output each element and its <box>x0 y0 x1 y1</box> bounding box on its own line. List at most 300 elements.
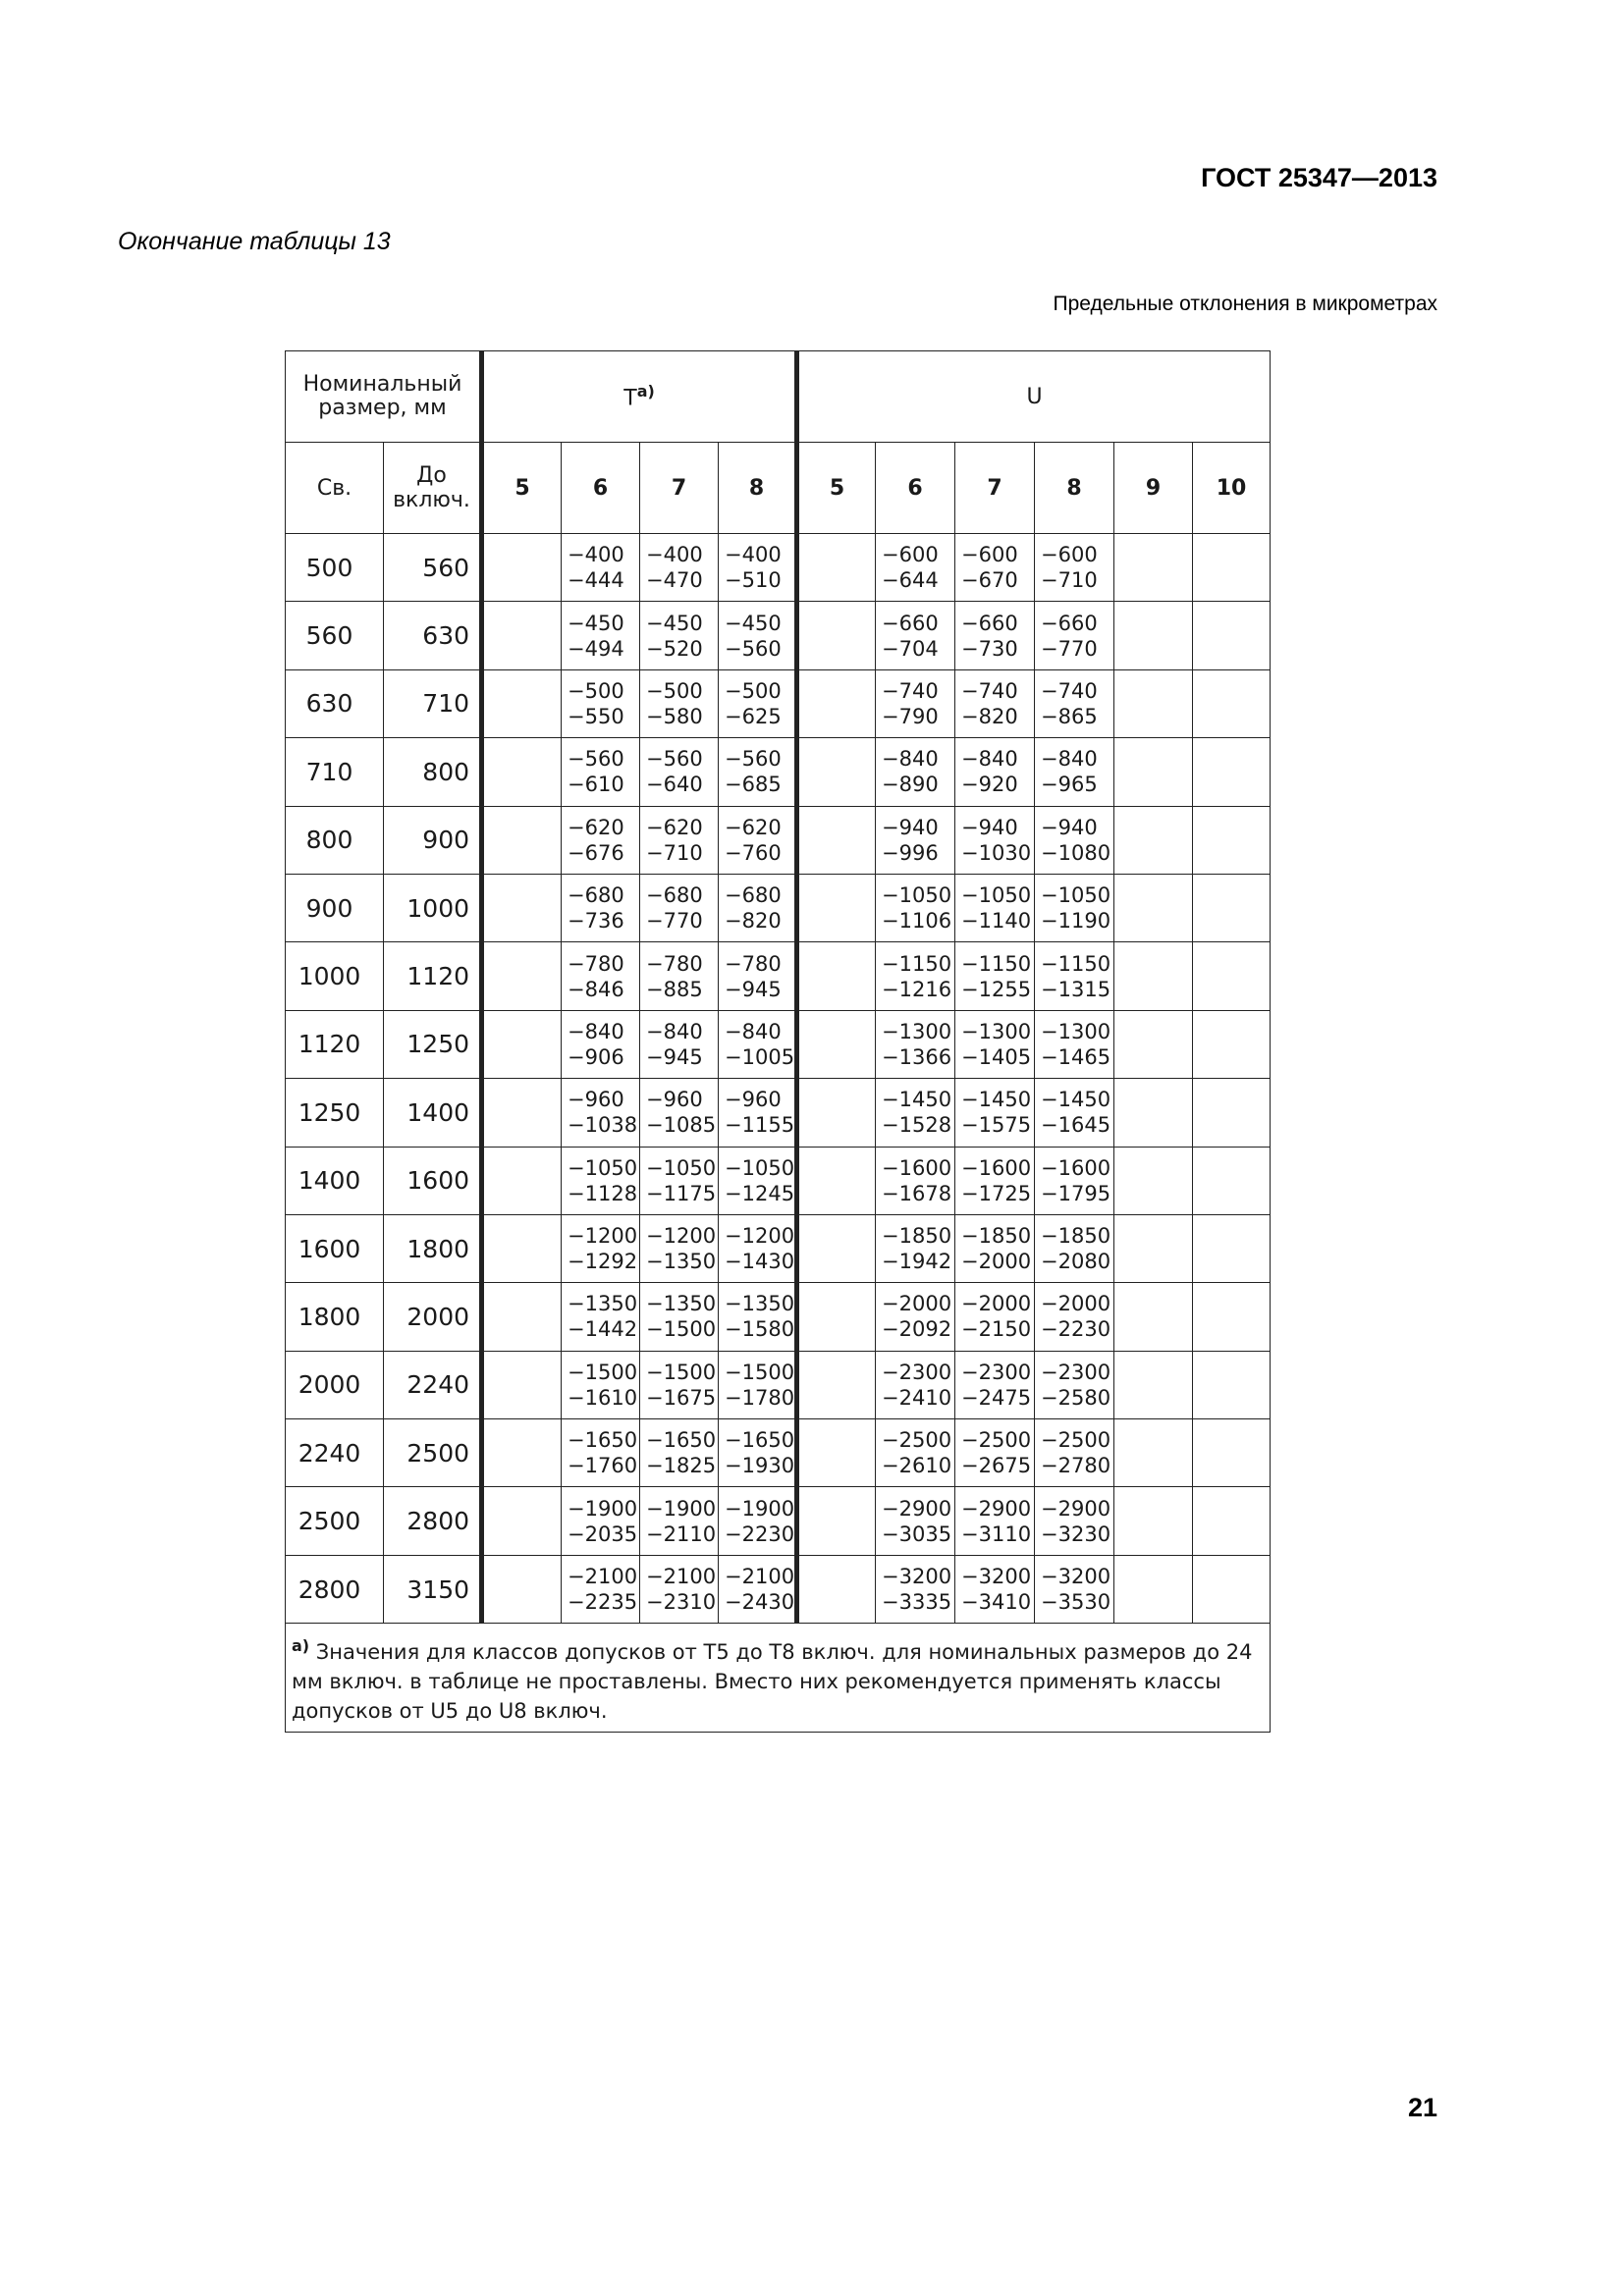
lower-deviation: −920 <box>961 773 1018 797</box>
upper-deviation: −3200 <box>1041 1565 1111 1589</box>
group-t-label: T <box>623 386 637 411</box>
size-from: 800 <box>286 806 384 874</box>
empty-cell <box>482 669 562 737</box>
lower-deviation: −2780 <box>1041 1454 1111 1478</box>
deviation-cell <box>955 1419 1035 1487</box>
from-header: Св. <box>286 443 384 534</box>
lower-deviation: −1678 <box>882 1181 952 1205</box>
empty-cell <box>1193 738 1271 806</box>
empty-cell <box>1114 602 1193 669</box>
upper-deviation: −450 <box>725 611 782 635</box>
lower-deviation: −1038 <box>568 1113 638 1138</box>
deviation-cell <box>640 738 719 806</box>
deviation-cell <box>562 669 640 737</box>
standard-code: ГОСТ 25347—2013 <box>1201 163 1437 192</box>
upper-deviation: −1350 <box>725 1292 795 1316</box>
deviation-cell <box>955 1010 1035 1078</box>
deviation-cell <box>1035 1214 1114 1282</box>
upper-deviation: −740 <box>961 678 1018 703</box>
size-to: 1400 <box>384 1079 482 1147</box>
upper-deviation: −1150 <box>882 951 952 976</box>
deviation-cell <box>719 942 797 1010</box>
footnote-text: Значения для классов допусков от T5 до T8 включ. для номинальных размеров до 24 мм включ. в таблице не проставлены. Вместо них рекомендуется применять классы допусков от U5 до U8 включ. <box>292 1640 1253 1724</box>
upper-deviation: −2300 <box>1041 1360 1111 1384</box>
upper-deviation: −840 <box>568 1019 624 1043</box>
upper-deviation: −400 <box>646 543 703 567</box>
lower-deviation: −1106 <box>882 909 952 934</box>
upper-deviation: −1050 <box>646 1155 717 1180</box>
deviation-cell <box>876 1214 955 1282</box>
table-row <box>286 534 1271 602</box>
lower-deviation: −1255 <box>961 977 1032 1001</box>
empty-cell <box>1193 1351 1271 1418</box>
lower-deviation: −685 <box>725 773 782 797</box>
empty-cell <box>1193 602 1271 669</box>
empty-cell <box>1193 669 1271 737</box>
table-row <box>286 1555 1271 1623</box>
deviation-cell <box>719 874 797 941</box>
upper-deviation: −1050 <box>725 1155 795 1180</box>
upper-deviation: −2000 <box>882 1292 952 1316</box>
upper-deviation: −560 <box>725 747 782 772</box>
deviation-cell <box>562 1555 640 1623</box>
deviation-cell <box>719 806 797 874</box>
empty-cell <box>797 534 876 602</box>
upper-deviation: −1600 <box>882 1155 952 1180</box>
deviation-cell <box>640 1147 719 1214</box>
t-grade-header: 5 <box>482 443 562 534</box>
deviation-cell <box>876 1147 955 1214</box>
deviation-cell <box>955 738 1035 806</box>
upper-deviation: −840 <box>882 747 939 772</box>
deviation-cell <box>562 534 640 602</box>
deviation-cell <box>876 1487 955 1555</box>
u-grade-header: 6 <box>876 443 955 534</box>
empty-cell <box>1114 1214 1193 1282</box>
empty-cell <box>1193 1419 1271 1487</box>
empty-cell <box>1114 806 1193 874</box>
empty-cell <box>482 602 562 669</box>
size-from: 1800 <box>286 1283 384 1351</box>
t-grade-header: 8 <box>719 443 797 534</box>
size-from: 2800 <box>286 1555 384 1623</box>
empty-cell <box>797 1487 876 1555</box>
empty-cell <box>482 738 562 806</box>
size-to: 900 <box>384 806 482 874</box>
lower-deviation: −3410 <box>961 1590 1032 1615</box>
upper-deviation: −1350 <box>568 1292 638 1316</box>
empty-cell <box>1114 1419 1193 1487</box>
deviation-cell <box>719 1214 797 1282</box>
lower-deviation: −1030 <box>961 840 1032 865</box>
empty-cell <box>797 738 876 806</box>
lower-deviation: −865 <box>1041 704 1098 728</box>
upper-deviation: −1200 <box>646 1224 717 1249</box>
deviation-cell <box>640 1351 719 1418</box>
upper-deviation: −1600 <box>961 1155 1032 1180</box>
deviation-cell <box>955 669 1035 737</box>
upper-deviation: −2300 <box>882 1360 952 1384</box>
lower-deviation: −560 <box>725 636 782 661</box>
upper-deviation: −1850 <box>882 1224 952 1249</box>
upper-deviation: −1900 <box>725 1496 795 1521</box>
lower-deviation: −1350 <box>646 1250 717 1274</box>
empty-cell <box>1193 1555 1271 1623</box>
nominal-size-header: Номинальный размер, мм <box>286 351 482 443</box>
upper-deviation: −1650 <box>568 1428 638 1453</box>
lower-deviation: −846 <box>568 977 624 1001</box>
upper-deviation: −780 <box>568 951 624 976</box>
upper-deviation: −960 <box>568 1088 624 1112</box>
upper-deviation: −660 <box>882 611 939 635</box>
deviation-cell <box>640 1010 719 1078</box>
lower-deviation: −770 <box>1041 636 1098 661</box>
upper-deviation: −680 <box>646 883 703 908</box>
empty-cell <box>482 806 562 874</box>
size-to: 3150 <box>384 1555 482 1623</box>
upper-deviation: −660 <box>961 611 1018 635</box>
deviation-cell <box>1035 942 1114 1010</box>
size-from: 2500 <box>286 1487 384 1555</box>
empty-cell <box>482 1351 562 1418</box>
empty-cell <box>1114 874 1193 941</box>
table-row <box>286 1147 1271 1214</box>
upper-deviation: −1150 <box>1041 951 1111 976</box>
lower-deviation: −2235 <box>568 1590 638 1615</box>
table-row <box>286 602 1271 669</box>
size-to: 1000 <box>384 874 482 941</box>
empty-cell <box>1193 1283 1271 1351</box>
upper-deviation: −1650 <box>646 1428 717 1453</box>
table-row <box>286 669 1271 737</box>
deviation-cell <box>955 942 1035 1010</box>
empty-cell <box>1193 1079 1271 1147</box>
lower-deviation: −1005 <box>725 1044 795 1069</box>
lower-deviation: −610 <box>568 773 624 797</box>
upper-deviation: −2100 <box>568 1565 638 1589</box>
deviation-cell <box>1035 602 1114 669</box>
upper-deviation: −620 <box>568 815 624 839</box>
deviation-cell <box>1035 1010 1114 1078</box>
upper-deviation: −1300 <box>1041 1019 1111 1043</box>
lower-deviation: −1575 <box>961 1113 1032 1138</box>
lower-deviation: −550 <box>568 704 624 728</box>
upper-deviation: −1500 <box>725 1360 795 1384</box>
lower-deviation: −2410 <box>882 1385 952 1410</box>
deviation-cell <box>562 602 640 669</box>
deviation-cell <box>876 1351 955 1418</box>
deviation-cell <box>640 1487 719 1555</box>
size-from: 1120 <box>286 1010 384 1078</box>
table-row <box>286 1079 1271 1147</box>
deviation-cell <box>719 1079 797 1147</box>
lower-deviation: −906 <box>568 1044 624 1069</box>
lower-deviation: −2675 <box>961 1454 1032 1478</box>
size-from: 2240 <box>286 1419 384 1487</box>
units-note: Предельные отклонения в микрометрах <box>1053 293 1437 315</box>
lower-deviation: −2092 <box>882 1317 952 1342</box>
upper-deviation: −1050 <box>882 883 952 908</box>
lower-deviation: −670 <box>961 568 1018 593</box>
empty-cell <box>797 1010 876 1078</box>
upper-deviation: −2100 <box>646 1565 717 1589</box>
empty-cell <box>1114 1010 1193 1078</box>
empty-cell <box>1193 806 1271 874</box>
upper-deviation: −1300 <box>961 1019 1032 1043</box>
upper-deviation: −1050 <box>961 883 1032 908</box>
upper-deviation: −840 <box>725 1019 782 1043</box>
empty-cell <box>482 1147 562 1214</box>
deviation-cell <box>876 602 955 669</box>
lower-deviation: −2610 <box>882 1454 952 1478</box>
lower-deviation: −644 <box>882 568 939 593</box>
size-to: 1120 <box>384 942 482 1010</box>
lower-deviation: −736 <box>568 909 624 934</box>
deviation-cell <box>1035 738 1114 806</box>
empty-cell <box>1193 1147 1271 1214</box>
upper-deviation: −740 <box>1041 678 1098 703</box>
deviation-cell <box>876 1283 955 1351</box>
lower-deviation: −1675 <box>646 1385 717 1410</box>
empty-cell <box>797 1283 876 1351</box>
deviation-cell <box>640 534 719 602</box>
empty-cell <box>1114 1351 1193 1418</box>
deviation-cell <box>1035 1487 1114 1555</box>
upper-deviation: −1850 <box>1041 1224 1111 1249</box>
upper-deviation: −2500 <box>1041 1428 1111 1453</box>
empty-cell <box>797 1147 876 1214</box>
upper-deviation: −680 <box>568 883 624 908</box>
t-grade-header: 6 <box>562 443 640 534</box>
upper-deviation: −940 <box>1041 815 1098 839</box>
u-grade-header: 10 <box>1193 443 1271 534</box>
size-to: 630 <box>384 602 482 669</box>
lower-deviation: −1216 <box>882 977 952 1001</box>
deviation-cell <box>1035 1283 1114 1351</box>
empty-cell <box>482 534 562 602</box>
empty-cell <box>797 1555 876 1623</box>
upper-deviation: −1050 <box>568 1155 638 1180</box>
table-footnote <box>286 1624 1271 1733</box>
upper-deviation: −1900 <box>646 1496 717 1521</box>
upper-deviation: −450 <box>568 611 624 635</box>
empty-cell <box>797 806 876 874</box>
empty-cell <box>797 669 876 737</box>
upper-deviation: −2900 <box>1041 1496 1111 1521</box>
lower-deviation: −2110 <box>646 1522 717 1546</box>
lower-deviation: −640 <box>646 773 703 797</box>
empty-cell <box>797 874 876 941</box>
lower-deviation: −710 <box>646 840 703 865</box>
deviation-cell <box>876 534 955 602</box>
deviation-cell <box>640 669 719 737</box>
size-to: 2500 <box>384 1419 482 1487</box>
empty-cell <box>482 1214 562 1282</box>
deviation-cell <box>640 806 719 874</box>
upper-deviation: −2500 <box>961 1428 1032 1453</box>
size-from: 500 <box>286 534 384 602</box>
deviation-cell <box>562 874 640 941</box>
lower-deviation: −1930 <box>725 1454 795 1478</box>
empty-cell <box>1193 874 1271 941</box>
deviation-cell <box>955 1487 1035 1555</box>
deviation-cell <box>562 1079 640 1147</box>
upper-deviation: −940 <box>961 815 1018 839</box>
deviation-cell <box>640 1419 719 1487</box>
deviation-cell <box>562 1283 640 1351</box>
table-row <box>286 1487 1271 1555</box>
lower-deviation: −625 <box>725 704 782 728</box>
deviation-cell <box>719 669 797 737</box>
empty-cell <box>1193 1010 1271 1078</box>
size-to: 2240 <box>384 1351 482 1418</box>
empty-cell <box>1193 1487 1271 1555</box>
empty-cell <box>797 1419 876 1487</box>
lower-deviation: −3110 <box>961 1522 1032 1546</box>
upper-deviation: −940 <box>882 815 939 839</box>
upper-deviation: −2300 <box>961 1360 1032 1384</box>
lower-deviation: −1825 <box>646 1454 717 1478</box>
upper-deviation: −960 <box>725 1088 782 1112</box>
lower-deviation: −790 <box>882 704 939 728</box>
lower-deviation: −2475 <box>961 1385 1032 1410</box>
lower-deviation: −2230 <box>725 1522 795 1546</box>
upper-deviation: −2500 <box>882 1428 952 1453</box>
empty-cell <box>797 602 876 669</box>
upper-deviation: −780 <box>646 951 703 976</box>
empty-cell <box>1193 534 1271 602</box>
empty-cell <box>1193 1214 1271 1282</box>
lower-deviation: −1128 <box>568 1181 638 1205</box>
size-to: 2800 <box>384 1487 482 1555</box>
lower-deviation: −1725 <box>961 1181 1032 1205</box>
deviation-cell <box>955 1079 1035 1147</box>
deviation-cell <box>955 1214 1035 1282</box>
empty-cell <box>482 874 562 941</box>
footnote-mark: а) <box>292 1636 310 1656</box>
size-to: 2000 <box>384 1283 482 1351</box>
size-from: 560 <box>286 602 384 669</box>
size-from: 1250 <box>286 1079 384 1147</box>
lower-deviation: −1292 <box>568 1250 638 1274</box>
deviation-cell <box>876 1010 955 1078</box>
empty-cell <box>482 1283 562 1351</box>
deviation-cell <box>955 1147 1035 1214</box>
upper-deviation: −620 <box>725 815 782 839</box>
lower-deviation: −1315 <box>1041 977 1111 1001</box>
upper-deviation: −560 <box>646 747 703 772</box>
lower-deviation: −704 <box>882 636 939 661</box>
lower-deviation: −470 <box>646 568 703 593</box>
upper-deviation: −960 <box>646 1088 703 1112</box>
upper-deviation: −780 <box>725 951 782 976</box>
lower-deviation: −820 <box>961 704 1018 728</box>
table-row <box>286 1351 1271 1418</box>
size-from: 710 <box>286 738 384 806</box>
empty-cell <box>1114 1147 1193 1214</box>
tolerance-table <box>285 350 1271 1733</box>
deviation-cell <box>562 806 640 874</box>
lower-deviation: −1442 <box>568 1317 638 1342</box>
deviation-cell <box>876 942 955 1010</box>
upper-deviation: −1500 <box>646 1360 717 1384</box>
lower-deviation: −2310 <box>646 1590 717 1615</box>
lower-deviation: −730 <box>961 636 1018 661</box>
empty-cell <box>1114 1487 1193 1555</box>
upper-deviation: −1150 <box>961 951 1032 976</box>
upper-deviation: −1500 <box>568 1360 638 1384</box>
table-row <box>286 874 1271 941</box>
upper-deviation: −500 <box>568 678 624 703</box>
empty-cell <box>1114 1283 1193 1351</box>
deviation-cell <box>719 1351 797 1418</box>
empty-cell <box>797 1351 876 1418</box>
deviation-cell <box>1035 534 1114 602</box>
deviation-cell <box>1035 1419 1114 1487</box>
upper-deviation: −660 <box>1041 611 1098 635</box>
lower-deviation: −1190 <box>1041 909 1111 934</box>
empty-cell <box>1114 1079 1193 1147</box>
lower-deviation: −2580 <box>1041 1385 1111 1410</box>
size-from: 630 <box>286 669 384 737</box>
deviation-cell <box>562 1010 640 1078</box>
deviation-cell <box>1035 669 1114 737</box>
empty-cell <box>797 1079 876 1147</box>
table-row <box>286 806 1271 874</box>
deviation-cell <box>562 1487 640 1555</box>
upper-deviation: −1050 <box>1041 883 1111 908</box>
empty-cell <box>482 942 562 1010</box>
deviation-cell <box>955 874 1035 941</box>
deviation-cell <box>955 1283 1035 1351</box>
deviation-cell <box>955 806 1035 874</box>
page-number: 21 <box>1407 2093 1437 2122</box>
deviation-cell <box>719 534 797 602</box>
deviation-cell <box>1035 1555 1114 1623</box>
size-to: 800 <box>384 738 482 806</box>
deviation-cell <box>1035 1351 1114 1418</box>
upper-deviation: −1650 <box>725 1428 795 1453</box>
upper-deviation: −500 <box>725 678 782 703</box>
upper-deviation: −1350 <box>646 1292 717 1316</box>
upper-deviation: −3200 <box>882 1565 952 1589</box>
table-caption: Окончание таблицы 13 <box>118 228 391 255</box>
upper-deviation: −1200 <box>725 1224 795 1249</box>
deviation-cell <box>719 738 797 806</box>
deviation-cell <box>640 1283 719 1351</box>
lower-deviation: −2035 <box>568 1522 638 1546</box>
empty-cell <box>797 942 876 1010</box>
upper-deviation: −840 <box>646 1019 703 1043</box>
upper-deviation: −1450 <box>961 1088 1032 1112</box>
upper-deviation: −450 <box>646 611 703 635</box>
lower-deviation: −2000 <box>961 1250 1032 1274</box>
lower-deviation: −1465 <box>1041 1044 1111 1069</box>
table-row <box>286 1283 1271 1351</box>
lower-deviation: −890 <box>882 773 939 797</box>
table-row <box>286 1010 1271 1078</box>
lower-deviation: −1366 <box>882 1044 952 1069</box>
upper-deviation: −620 <box>646 815 703 839</box>
empty-cell <box>1193 942 1271 1010</box>
lower-deviation: −820 <box>725 909 782 934</box>
lower-deviation: −965 <box>1041 773 1098 797</box>
deviation-cell <box>876 1555 955 1623</box>
lower-deviation: −945 <box>646 1044 703 1069</box>
lower-deviation: −996 <box>882 840 939 865</box>
deviation-cell <box>1035 1147 1114 1214</box>
upper-deviation: −2900 <box>961 1496 1032 1521</box>
